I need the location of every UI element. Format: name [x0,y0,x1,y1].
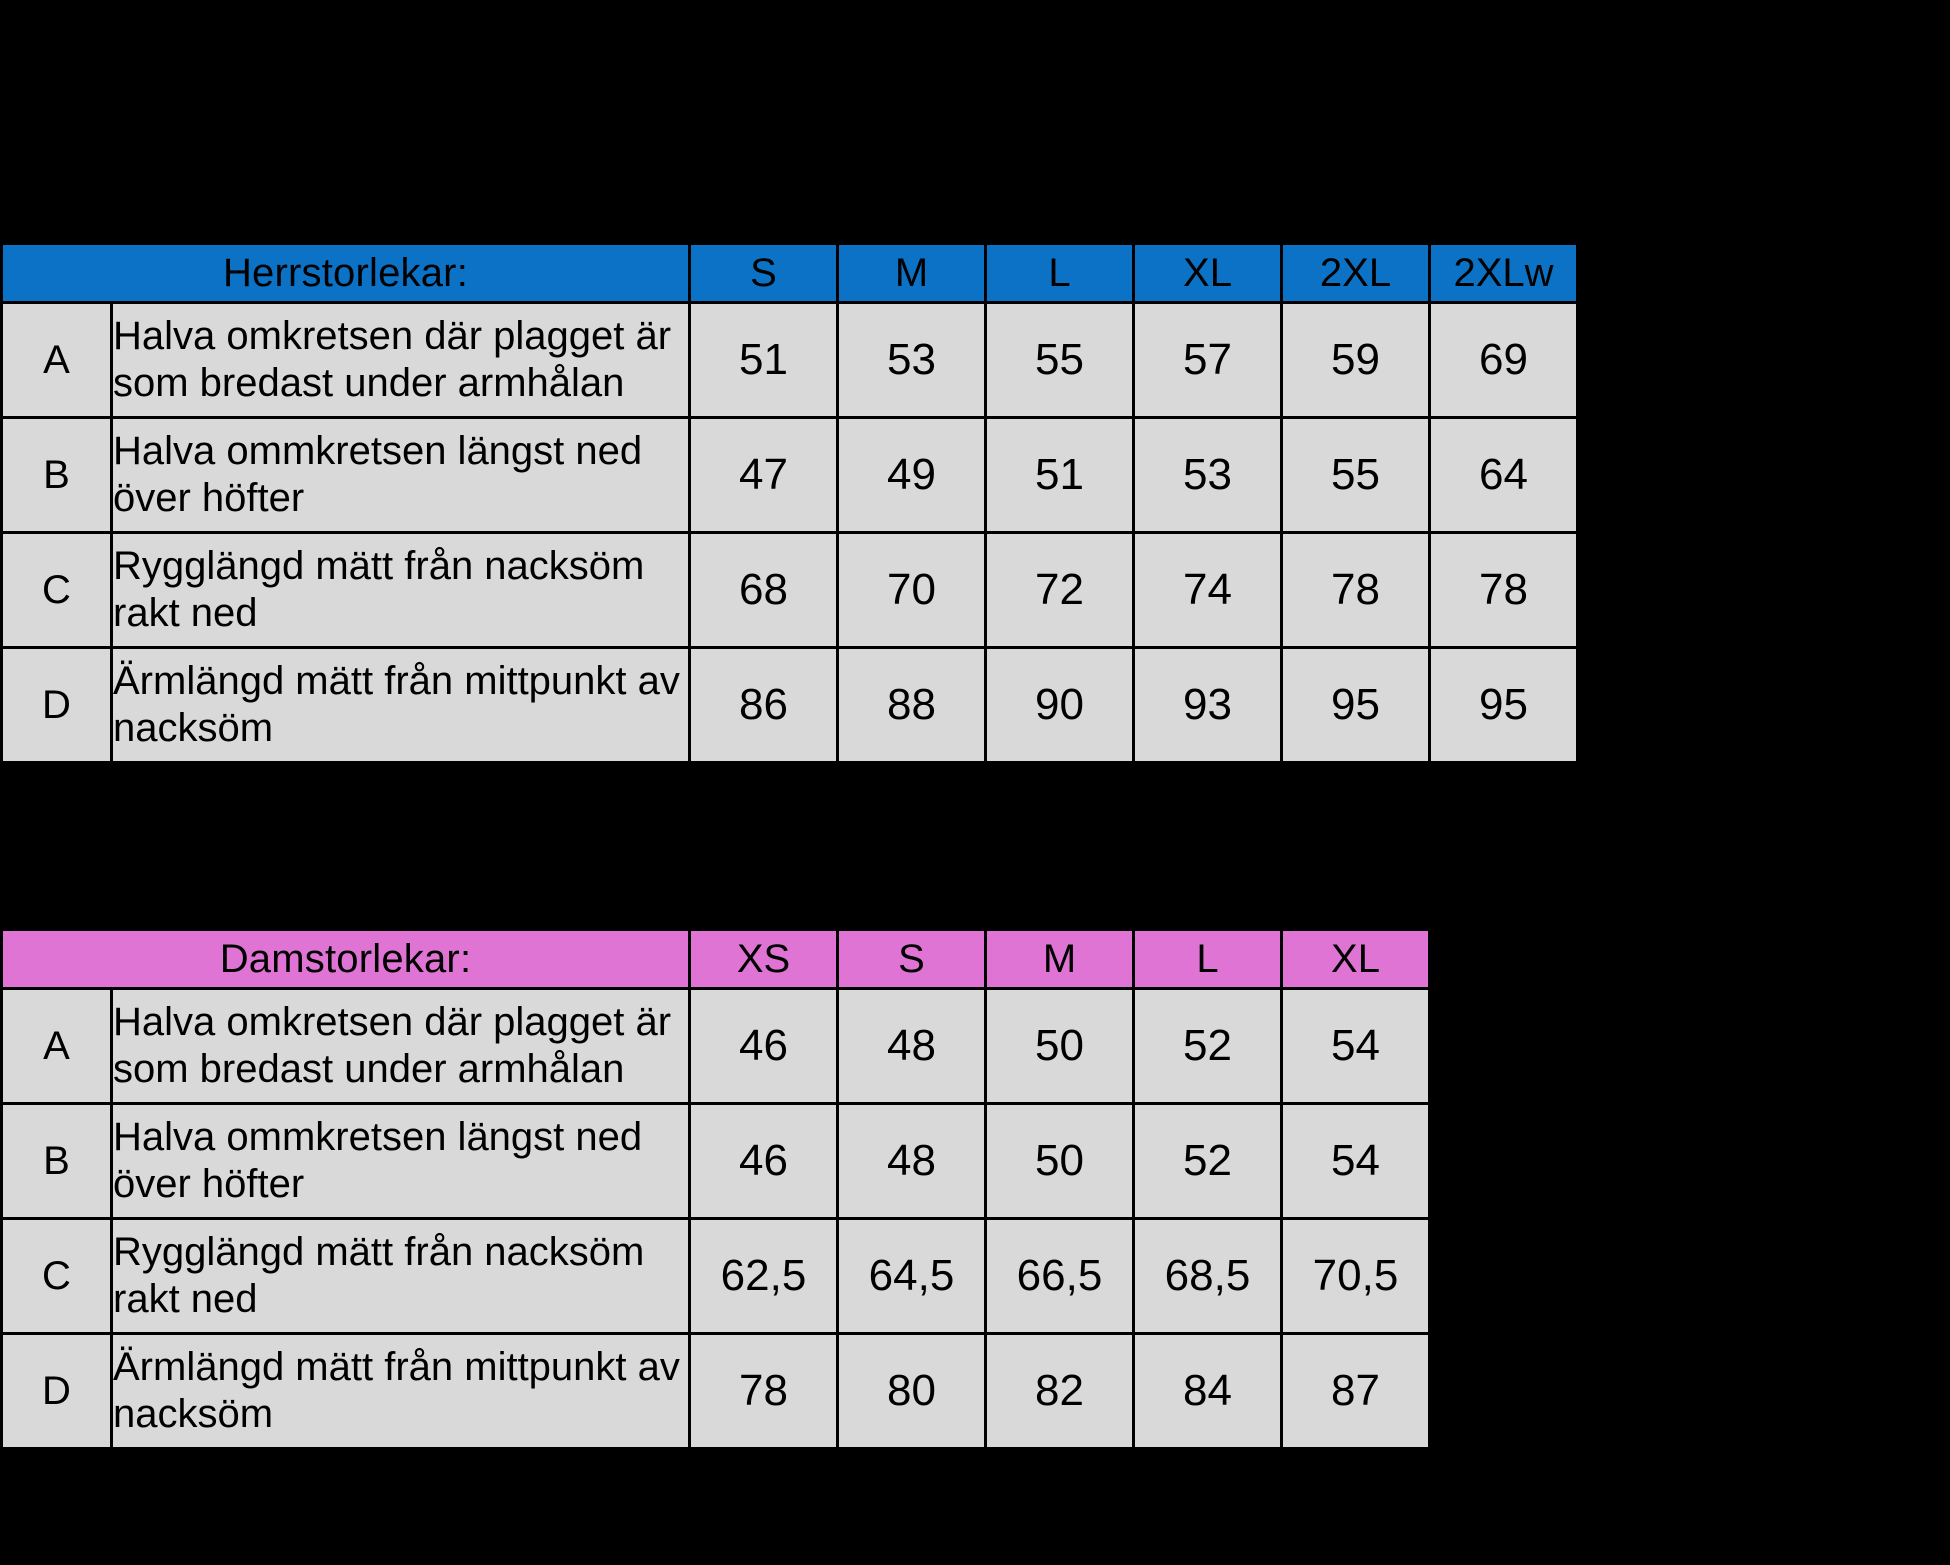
mens-row-letter-b: B [2,418,112,533]
mens-value-a-xl: 57 [1134,303,1282,418]
mens-value-a-2xlw: 69 [1430,303,1578,418]
mens-size-table-block [0,242,1579,764]
mens-value-b-m: 49 [838,418,986,533]
mens-value-a-s: 51 [690,303,838,418]
mens-size-header-2xl: 2XL [1282,244,1430,303]
mens-value-c-m: 70 [838,533,986,648]
mens-size-header-2xlw: 2XLw [1430,244,1578,303]
table-row [2,1219,1430,1334]
womens-value-b-xs: 46 [690,1104,838,1219]
mens-row-description-c: Rygglängd mätt från nacksöm rakt ned [112,533,690,648]
womens-size-header-l: L [1134,930,1282,989]
womens-value-b-l: 52 [1134,1104,1282,1219]
mens-row-description-b: Halva ommkretsen längst ned över höfter [112,418,690,533]
womens-size-header-m: M [986,930,1134,989]
womens-table-header-row [2,930,1430,989]
mens-size-table [0,242,1579,764]
mens-value-c-l: 72 [986,533,1134,648]
mens-value-d-l: 90 [986,648,1134,763]
womens-value-a-s: 48 [838,989,986,1104]
mens-value-c-2xlw: 78 [1430,533,1578,648]
mens-value-d-s: 86 [690,648,838,763]
womens-row-description-a: Halva omkretsen där plagget är som bredast under armhålan [112,989,690,1104]
womens-row-letter-b: B [2,1104,112,1219]
womens-value-b-m: 50 [986,1104,1134,1219]
mens-row-letter-c: C [2,533,112,648]
womens-value-c-s: 64,5 [838,1219,986,1334]
table-row [2,1334,1430,1449]
mens-table-header-row [2,244,1578,303]
womens-size-table-block [0,928,1431,1450]
mens-value-b-2xl: 55 [1282,418,1430,533]
womens-value-c-m: 66,5 [986,1219,1134,1334]
table-row [2,533,1578,648]
mens-value-c-2xl: 78 [1282,533,1430,648]
womens-size-header-s: S [838,930,986,989]
womens-value-a-xs: 46 [690,989,838,1104]
womens-value-c-xl: 70,5 [1282,1219,1430,1334]
womens-table-title: Damstorlekar: [2,930,690,989]
table-row [2,648,1578,763]
womens-row-letter-d: D [2,1334,112,1449]
mens-value-d-xl: 93 [1134,648,1282,763]
mens-value-b-2xlw: 64 [1430,418,1578,533]
womens-row-description-c: Rygglängd mätt från nacksöm rakt ned [112,1219,690,1334]
mens-value-c-xl: 74 [1134,533,1282,648]
womens-value-d-m: 82 [986,1334,1134,1449]
womens-value-a-xl: 54 [1282,989,1430,1104]
mens-value-a-2xl: 59 [1282,303,1430,418]
mens-size-header-s: S [690,244,838,303]
mens-value-b-xl: 53 [1134,418,1282,533]
table-row [2,418,1578,533]
womens-value-c-xs: 62,5 [690,1219,838,1334]
womens-value-d-l: 84 [1134,1334,1282,1449]
mens-value-a-m: 53 [838,303,986,418]
womens-value-b-xl: 54 [1282,1104,1430,1219]
womens-value-d-xl: 87 [1282,1334,1430,1449]
mens-size-header-xl: XL [1134,244,1282,303]
womens-value-b-s: 48 [838,1104,986,1219]
mens-table-title: Herrstorlekar: [2,244,690,303]
mens-row-description-a: Halva omkretsen där plagget är som bredast under armhålan [112,303,690,418]
mens-size-header-l: L [986,244,1134,303]
womens-value-a-l: 52 [1134,989,1282,1104]
mens-value-a-l: 55 [986,303,1134,418]
womens-row-description-b: Halva ommkretsen längst ned över höfter [112,1104,690,1219]
mens-value-d-2xl: 95 [1282,648,1430,763]
womens-value-c-l: 68,5 [1134,1219,1282,1334]
table-row [2,1104,1430,1219]
womens-row-description-d: Ärmlängd mätt från mittpunkt av nacksöm [112,1334,690,1449]
womens-value-d-xs: 78 [690,1334,838,1449]
mens-value-d-2xlw: 95 [1430,648,1578,763]
mens-value-b-l: 51 [986,418,1134,533]
mens-size-header-m: M [838,244,986,303]
mens-value-d-m: 88 [838,648,986,763]
table-row [2,989,1430,1104]
table-row [2,303,1578,418]
mens-row-letter-d: D [2,648,112,763]
womens-value-a-m: 50 [986,989,1134,1104]
womens-row-letter-a: A [2,989,112,1104]
mens-row-description-d: Ärmlängd mätt från mittpunkt av nacksöm [112,648,690,763]
womens-size-header-xs: XS [690,930,838,989]
mens-value-b-s: 47 [690,418,838,533]
womens-row-letter-c: C [2,1219,112,1334]
womens-value-d-s: 80 [838,1334,986,1449]
mens-row-letter-a: A [2,303,112,418]
mens-value-c-s: 68 [690,533,838,648]
womens-size-table [0,928,1431,1450]
womens-size-header-xl: XL [1282,930,1430,989]
